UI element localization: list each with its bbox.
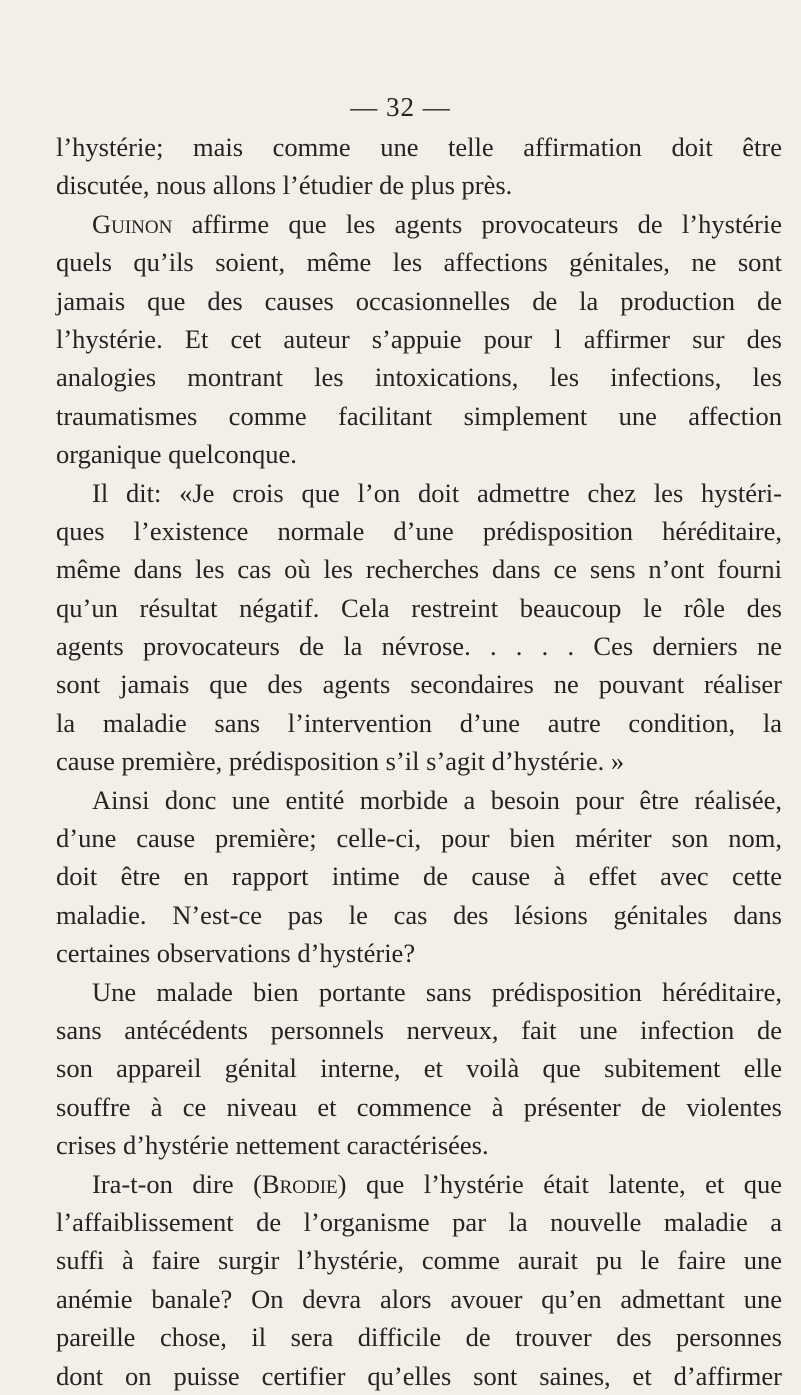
text-line [56, 320, 782, 358]
text-run: d’une cause première; celle-ci, pour bien mériter son nom, [56, 823, 782, 854]
text-line [56, 397, 782, 435]
text-line [56, 1318, 782, 1356]
text-run: Une malade bien portante sans prédisposition héréditaire, [92, 976, 782, 1007]
text-run: l’affaiblissement de l’organisme par la nouvelle maladie a [56, 1206, 782, 1237]
text-run: suffi à faire surgir l’hystérie, comme aurait pu le faire une [56, 1245, 782, 1276]
text-run: traumatismes comme facilitant simplement une affection [56, 400, 782, 431]
text-run: l’hystérie; mais comme une telle affirmation doit être [56, 132, 782, 162]
text-line [56, 589, 782, 627]
text-run: affirme que les agents provocateurs de l’hystérie [172, 208, 782, 239]
text-run: anémie banale? On devra alors avouer qu’en admettant une [56, 1283, 782, 1314]
text-line [56, 1357, 782, 1395]
text-run: ) que l’hystérie était latente, et que [337, 1168, 782, 1199]
text-line [56, 1241, 782, 1279]
text-run: sont jamais que des agents secondaires ne pouvant réaliser [56, 669, 782, 700]
text-line [56, 627, 782, 665]
text-line [56, 781, 782, 819]
body-text [56, 128, 782, 1395]
author-name: Brodie [261, 1168, 338, 1199]
text-run: maladie. N’est-ce pas le cas des lésions génitales dans [56, 899, 782, 930]
text-run: discutée, nous allons l’étudier de plus près. [56, 170, 513, 201]
text-line [56, 1165, 782, 1203]
text-line [56, 128, 782, 166]
author-name: Guinon [92, 208, 173, 239]
text-run: Ira-t-on dire ( [92, 1168, 262, 1199]
text-line [56, 1049, 782, 1087]
text-run: dont on puisse certifier qu’elles sont saines, et d’affirmer [56, 1360, 782, 1391]
text-line [56, 1280, 782, 1318]
text-run: ques l’existence normale d’une prédisposition héréditaire, [56, 515, 782, 546]
text-run: son appareil génital interne, et voilà que subitement elle [56, 1053, 782, 1084]
text-run: crises d’hystérie nettement caractérisées. [56, 1130, 489, 1161]
text-run: cause première, prédisposition s’il s’agit d’hystérie. » [56, 746, 625, 777]
text-run: certaines observations d’hystérie? [56, 938, 416, 969]
text-line [56, 819, 782, 857]
text-run: analogies montrant les intoxications, les infections, les [56, 362, 782, 393]
text-line [56, 742, 782, 780]
text-run: sans antécédents personnels nerveux, fait une infection de [56, 1014, 782, 1045]
text-line [56, 1126, 782, 1164]
text-line [56, 550, 782, 588]
text-run: qu’un résultat négatif. Cela restreint beaucoup le rôle des [56, 592, 782, 623]
page-number: — 32 — [350, 92, 451, 122]
text-line [56, 435, 782, 473]
text-run: jamais que des causes occasionnelles de la production de [56, 285, 782, 316]
text-line [56, 934, 782, 972]
text-line [56, 358, 782, 396]
text-line [56, 665, 782, 703]
text-line [56, 166, 782, 204]
text-run: Il dit: «Je crois que l’on doit admettre chez les hystéri- [92, 477, 782, 508]
text-run: l’hystérie. Et cet auteur s’appuie pour l affirmer sur des [56, 323, 782, 354]
text-run: même dans les cas où les recherches dans ce sens n’ont fourni [56, 554, 782, 585]
text-line [56, 1203, 782, 1241]
text-run: organique quelconque. [56, 439, 297, 470]
text-line [56, 1088, 782, 1126]
text-line [56, 282, 782, 320]
text-run: la maladie sans l’intervention d’une autre condition, la [56, 707, 782, 738]
text-run: souffre à ce niveau et commence à présenter de violentes [56, 1091, 782, 1122]
text-line [56, 243, 782, 281]
text-line [56, 205, 782, 243]
text-run: quels qu’ils soient, même les affections génitales, ne sont [56, 247, 782, 278]
text-line [56, 857, 782, 895]
text-line [56, 474, 782, 512]
text-run: doit être en rapport intime de cause à effet avec cette [56, 861, 782, 892]
text-run: pareille chose, il sera difficile de trouver des personnes [56, 1322, 782, 1353]
text-line [56, 704, 782, 742]
text-line [56, 1011, 782, 1049]
text-run: Ainsi donc une entité morbide a besoin pour être réalisée, [92, 784, 782, 815]
text-line [56, 512, 782, 550]
text-line [56, 896, 782, 934]
text-run: agents provocateurs de la névrose. . . . . Ces derniers ne [56, 631, 782, 662]
text-line [56, 973, 782, 1011]
